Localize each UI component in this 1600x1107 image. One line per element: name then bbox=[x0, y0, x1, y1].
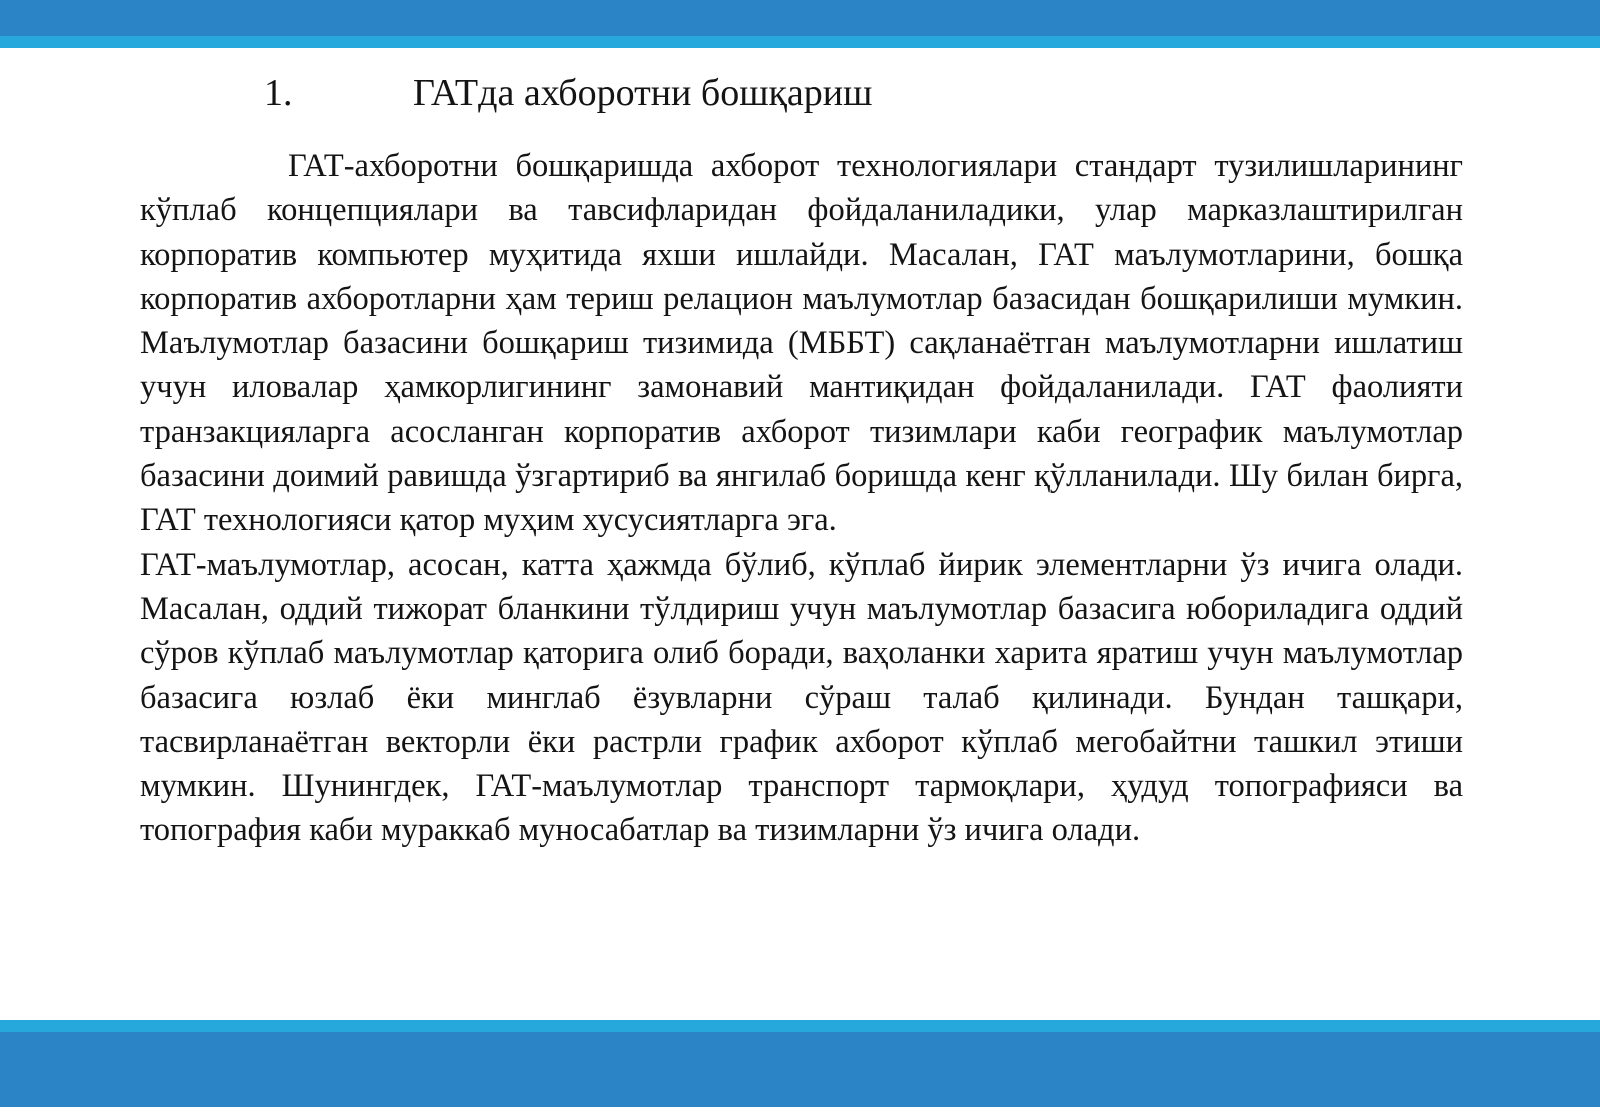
body-text bbox=[140, 144, 1463, 853]
paragraph-1: ГАТ-ахборотни бошқаришда ахборот технологиялари стандарт тузилишларининг кўплаб концепциялари ва тавсифларидан фойдаланиладики, улар марказлаштирилган корпоратив компьютер муҳитида яхши ишлайди. Масалан, ГАТ маълумотларини, бошқа корпоратив ахборотларни ҳам териш релацион маълумотлар базасидан бошқарилиши мумкин. Маълумотлар базасини бошқариш тизимида (МББТ) сақланаётган маълумотларни ишлатиш учун иловалар ҳамкорлигининг замонавий мантиқидан фойдаланилади. ГАТ фаолияти транзакцияларга асосланган корпоратив ахборот тизимлари каби географик маълумотлар базасини доимий равишда ўзгартириб ва янгилаб боришда кенг қўлланилади. Шу билан бирга, ГАТ технологияси қатор муҳим хусусиятларга эга. bbox=[140, 148, 1463, 539]
top-banner bbox=[0, 0, 1600, 36]
paragraph-2: ГАТ-маълумотлар, асосан, катта ҳажмда бўлиб, кўплаб йирик элементларни ўз ичига олади. Масалан, оддий тижорат бланкини тўлдириш учун маълумотлар базасига юбориладига оддий сўров кўплаб маълумотлар қаторига олиб боради, ваҳоланки харита яратиш учун маълумотлар базасига юзлаб ёки минглаб ёзувларни сўраш талаб қилинади. Бундан ташқари, тасвирланаётган векторли ёки растрли график ахборот кўплаб мегобайтни ташкил этиши мумкин. Шунингдек, ГАТ-маълумотлар транспорт тармоқлари, ҳудуд топографияси ва топография каби мураккаб муносабатлар ва тизимларни ўз ичига олади. bbox=[140, 546, 1463, 849]
section-heading bbox=[264, 68, 872, 118]
top-accent-stripe bbox=[0, 36, 1600, 48]
section-number: 1. bbox=[264, 72, 293, 114]
bottom-banner bbox=[0, 1032, 1600, 1107]
section-title: ГАТда ахборотни бошқариш bbox=[413, 72, 873, 114]
bottom-accent-stripe bbox=[0, 1020, 1600, 1032]
